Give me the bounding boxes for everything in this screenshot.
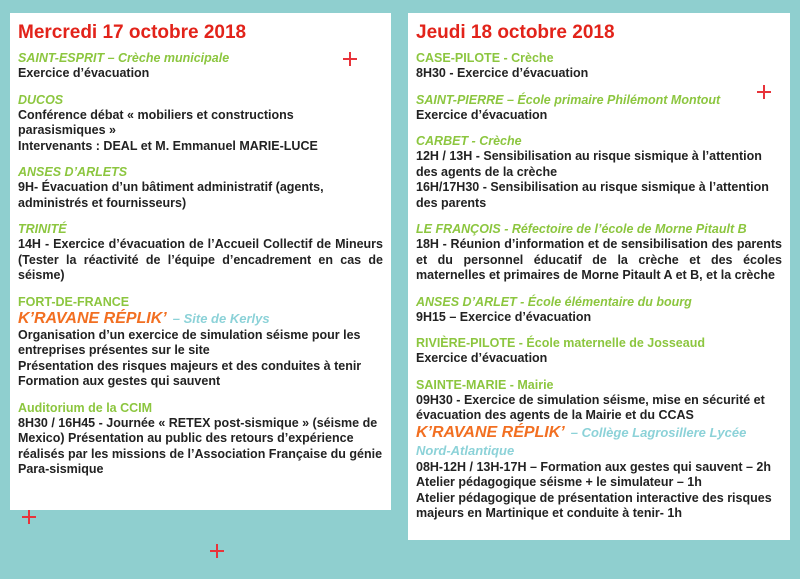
event-item [416, 222, 782, 284]
event-location: FORT-DE-FRANCE [18, 294, 130, 309]
event-item [416, 295, 782, 326]
event-detail: Conférence débat « mobiliers et constructions parasismiques » [18, 107, 294, 137]
day-panel-wednesday [10, 13, 391, 510]
event-detail: Atelier pédagogique de présentation interactive des risques majeurs en Martinique et conduite à tenir- 1h [416, 490, 772, 520]
event-location: RIVIÈRE-PILOTE - École maternelle de Josseaud [416, 336, 705, 350]
event-detail: 9H15 – Exercice d’évacuation [416, 309, 592, 324]
event-detail: Formation aux gestes qui sauvent [18, 374, 221, 388]
event-item [416, 134, 782, 211]
kravane-site: – Collège Lagrosillere Lycée Nord-Atlantique [416, 424, 747, 458]
event-detail: 16H/17H30 - Sensibilisation au risque sismique à l’attention des parents [416, 180, 769, 210]
event-item [416, 378, 782, 522]
day-title: Mercredi 17 octobre 2018 [18, 22, 247, 43]
event-detail: Organisation d’un exercice de simulation séisme pour les entreprises présentes sur le site [18, 327, 361, 357]
event-location: SAINT-PIERRE – École primaire Philémont Montout [416, 92, 721, 107]
event-detail: 12H / 13H - Sensibilisation au risque sismique à l’attention des agents de la crèche [416, 149, 762, 179]
kravane-row [18, 310, 383, 328]
event-detail: Exercice d’évacuation [416, 351, 548, 365]
event-item [18, 51, 383, 82]
event-location: LE FRANÇOIS - Réfectoire de l’école de Morne Pitault B [416, 222, 747, 236]
event-detail: Intervenants : DEAL et M. Emmanuel MARIE-LUCE [18, 138, 318, 153]
sparkle-star-icon [343, 52, 357, 66]
event-detail: 09H30 - Exercice de simulation séisme, mise en sécurité et évacuation des agents de la Mairie et du CCAS [416, 392, 765, 422]
event-item [18, 401, 383, 478]
kravane-row [416, 424, 782, 460]
event-detail: 9H- Évacuation d’un bâtiment administratif (agents, administrés et fournisseurs) [18, 180, 324, 210]
kravane-site: – Site de Kerlys [172, 310, 270, 326]
event-detail: 8H30 - Exercice d’évacuation [416, 66, 589, 80]
sparkle-star-icon [757, 85, 771, 99]
day-title: Jeudi 18 octobre 2018 [416, 22, 615, 43]
event-item [416, 336, 782, 367]
day-panel-thursday [408, 13, 790, 540]
event-location: CARBET - Crèche [416, 134, 522, 148]
event-location: Auditorium de la CCIM [18, 400, 153, 415]
sparkle-star-icon [22, 510, 36, 524]
event-detail: Atelier pédagogique séisme + le simulateur – 1h [416, 475, 702, 489]
event-detail: 8H30 / 16H45 - Journée « RETEX post-sismique » (séisme de Mexico) Présentation au public des retours d’expérience réalisés par les missions de l’Association Française du génie Para-sismique [18, 415, 383, 476]
event-item [18, 222, 383, 284]
event-item [416, 51, 782, 82]
kravane-label: K’RAVANE RÉPLIK’ [18, 309, 167, 327]
event-detail: 18H - Réunion d’information et de sensibilisation des parents et du personnel éducatif de la crèche et des écoles maternelles et primaires de Morne Pitault A et B, et la crèche [416, 237, 782, 282]
event-detail: Exercice d’évacuation [416, 107, 548, 122]
event-location: CASE-PILOTE - Crèche [416, 51, 554, 65]
event-location: TRINITÉ [18, 222, 67, 236]
event-item [18, 295, 383, 390]
event-location: ANSES D’ARLET - École élémentaire du bourg [416, 294, 692, 309]
event-location: SAINTE-MARIE - Mairie [416, 377, 554, 392]
event-item [18, 93, 383, 155]
event-detail: 08H-12H / 13H-17H – Formation aux gestes qui sauvent – 2h [416, 459, 771, 474]
event-detail: 14H - Exercice d’évacuation de l’Accueil Collectif de Mineurs (Tester la réactivité de l’équipe d’encadrement en cas de séisme) [18, 237, 383, 282]
event-location: SAINT-ESPRIT – Crèche municipale [18, 51, 230, 65]
event-location: DUCOS [18, 92, 64, 107]
event-item [18, 165, 383, 211]
kravane-label: K’RAVANE RÉPLIK’ [416, 423, 565, 441]
event-item [416, 93, 782, 124]
event-location: ANSES D’ARLETS [18, 165, 128, 179]
event-detail: Exercice d’évacuation [18, 66, 150, 80]
event-detail: Présentation des risques majeurs et des conduites à tenir [18, 358, 362, 373]
sparkle-star-icon [210, 544, 224, 558]
